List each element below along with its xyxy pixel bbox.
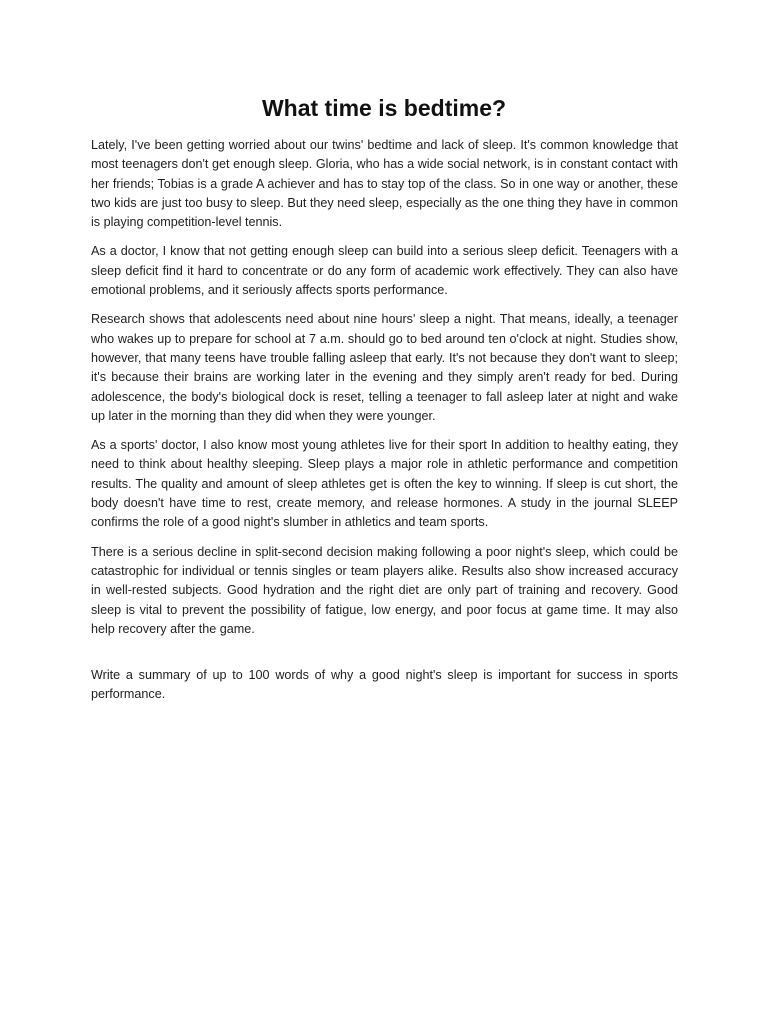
paragraph-2: As a doctor, I know that not getting enough sleep can build into a serious sleep deficit. Teenagers with a sleep deficit find it hard to concentrate or do any form of academic work effectively. They can also have emotional problems, and it seriously affects sports performance.: [91, 244, 678, 298]
paragraph-5: There is a serious decline in split-second decision making following a poor night's sleep, which could be catastrophic for individual or tennis singles or team players alike. Results also show increased accuracy in well-rested subjects. Good hydration and the right diet are only part of training and recovery. Good sleep is vital to prevent the possibility of fatigue, low energy, and poor focus at game time. It may also help recovery after the game.: [91, 544, 678, 636]
task-instruction: Write a summary of up to 100 words of why a good night's sleep is important for success in sports performance.: [91, 668, 678, 702]
paragraph-3: Research shows that adolescents need about nine hours' sleep a night. That means, ideally, a teenager who wakes up to prepare for school at 7 a.m. should go to bed around ten o'clock at night. Studies show, however, that many teens have trouble falling asleep that early. It's not because they don't want to sleep; it's because their brains are working later in the evening and they simply aren't ready for bed. During adolescence, the body's biological dock is reset, telling a teenager to fall asleep later at night and wake up later in the morning than they did when they were younger.: [91, 312, 678, 423]
paragraph-1: Lately, I've been getting worried about our twins' bedtime and lack of sleep. It's common knowledge that most teenagers don't get enough sleep. Gloria, who has a wide social network, is in constant contact with her friends; Tobias is a grade A achiever and has to stay top of the class. So in one way or another, these two kids are just too busy to sleep. But they need sleep, especially as the one thing they have in common is playing competition-level tennis.: [91, 138, 678, 230]
page-title: What time is bedtime?: [261, 95, 507, 121]
article-body: [91, 136, 678, 649]
paragraph-4: As a sports' doctor, I also know most young athletes live for their sport In addition to healthy eating, they need to think about healthy sleeping. Sleep plays a major role in athletic performance and competition results. The quality and amount of sleep athletes get is often the key to winning. If sleep is cut short, the body doesn't have time to rest, create memory, and release hormones. A study in the journal SLEEP confirms the role of a good night's slumber in athletics and team sports.: [91, 438, 678, 530]
